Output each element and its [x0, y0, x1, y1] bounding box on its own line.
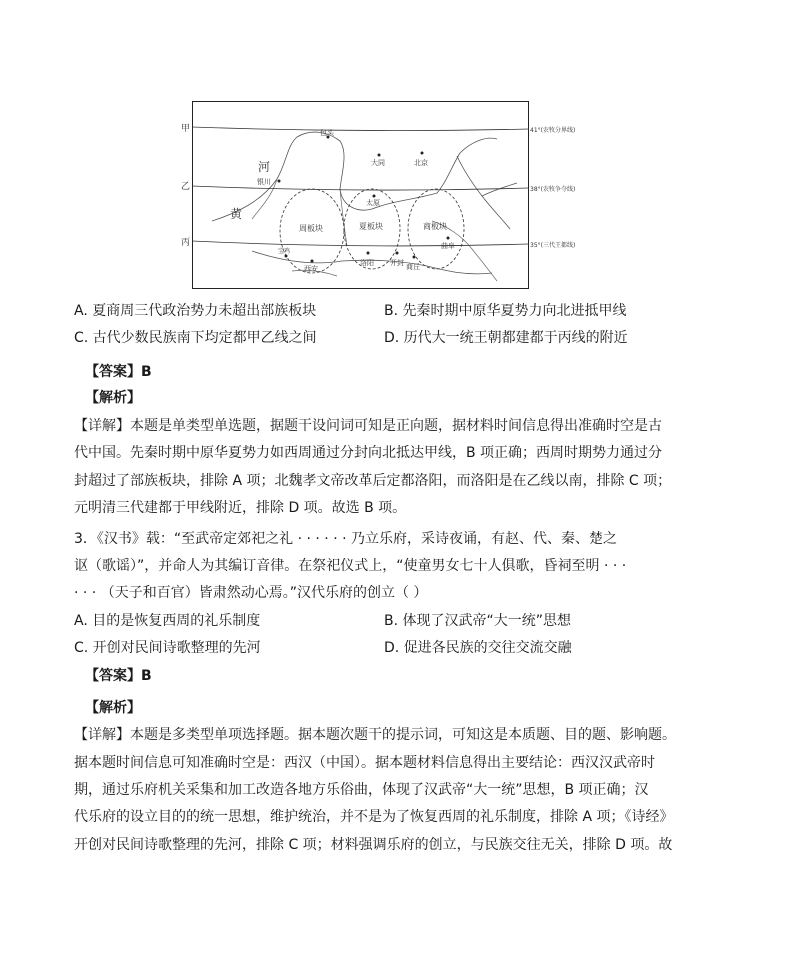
- map-city-kaifeng: 开封: [390, 259, 404, 267]
- map-city-luoyang: 洛阳: [360, 259, 374, 267]
- map-city-baotou: 包头: [320, 129, 334, 137]
- q2-detail-line: 【详解】本题是单类型单选题，据题干设问词可知是正向题，据材料时间信息得出准确时空是古: [74, 418, 662, 434]
- map-label-yi: 乙: [181, 182, 191, 192]
- q3-stem-line: 讴（歌谣）”，并命人为其编订音律。在祭祀仪式上，“使童男女七十人俱歌，昏祠至明 · · ·: [74, 558, 627, 574]
- map-city-taiyuan: 太原: [366, 199, 380, 207]
- q2-option-c: C. 古代少数民族南下均定都甲乙线之间: [74, 330, 317, 346]
- q2-answer: 【答案】B: [85, 364, 152, 380]
- q2-option-a: A. 夏商周三代政治势力未超出部族板块: [74, 303, 317, 319]
- map-city-qufu: 曲阜: [441, 242, 455, 250]
- q2-detail-line: 元明清三代建都于甲线附近，排除 D 项。故选 B 项。: [74, 500, 407, 516]
- q3-detail-line: 【详解】本题是多类型单项选择题。据本题次题干的提示词，可知这是本质题、目的题、影响题。: [74, 727, 676, 743]
- map-city-xian: 西安: [304, 265, 318, 273]
- q3-detail-line: 代乐府的设立目的的统一思想，维护统治，并不是为了恢复西周的礼乐制度，排除 A 项；《诗经》: [74, 809, 674, 825]
- map-city-beijing: 北京: [414, 159, 428, 167]
- q2-detail-line: 代中国。先秦时期中原华夏势力如西周通过分封向北抵达甲线，B 项正确；西周时期势力通过分: [74, 445, 663, 461]
- q3-stem-line: 3．《汉书》载：“至武帝定郊祀之礼 · · · · · · 乃立乐府，采诗夜诵，有赵、代、秦、楚之: [74, 531, 618, 547]
- map-line-label-35: 35°(三代王都线): [530, 242, 576, 249]
- map-line-label-41: 41°(农牧分界线): [530, 127, 576, 134]
- q3-detail-line: 据本题时间信息可知准确时空是：西汉（中国）。据本题材料信息得出主要结论：西汉汉武帝时: [74, 755, 655, 771]
- map-label-bing: 丙: [181, 238, 191, 248]
- q3-analysis-label: 【解析】: [85, 700, 141, 716]
- map-line-label-38: 38°(农牧争夺线): [530, 186, 576, 193]
- map-city-shangqiu: 商丘: [406, 263, 420, 271]
- map-city-baoji: 宝鸡: [278, 248, 291, 255]
- map-city-yinchuan: 银川: [257, 178, 271, 186]
- q3-detail-line: 期，通过乐府机关采集和加工改造各地方乐俗曲，体现了汉武帝“大一统”思想，B 项正确；汉: [74, 782, 649, 798]
- q3-answer: 【答案】B: [85, 668, 152, 684]
- q2-option-d: D. 历代大一统王朝都建都于丙线的附近: [384, 330, 628, 346]
- q3-stem-line: · · · （天子和百官）皆肃然动心焉。”汉代乐府的创立（ ）: [74, 585, 428, 601]
- map-block-xia: 夏板块: [359, 222, 383, 231]
- q3-option-a: A. 目的是恢复西周的礼乐制度: [74, 613, 261, 629]
- q2-detail-line: 封超过了部族板块，排除 A 项；北魏孝文帝改革后定都洛阳，而洛阳是在乙线以南，排除 C 项；: [74, 473, 672, 489]
- map-river-huang: 黄: [230, 207, 243, 221]
- map-block-shang: 商板块: [423, 222, 447, 231]
- map-figure: [181, 101, 576, 289]
- q2-option-b: B. 先秦时期中原华夏势力向北进抵甲线: [384, 303, 627, 319]
- q3-option-b: B. 体现了汉武帝“大一统”思想: [384, 613, 572, 629]
- q3-option-d: D. 促进各民族的交往交流交融: [384, 640, 572, 656]
- map-label-jia: 甲: [181, 124, 191, 134]
- q2-analysis-label: 【解析】: [85, 390, 141, 406]
- q3-option-c: C. 开创对民间诗歌整理的先河: [74, 640, 261, 656]
- map-block-zhou: 周板块: [299, 224, 323, 233]
- map-city-datong: 大同: [371, 159, 385, 167]
- map-river-he: 河: [258, 160, 271, 174]
- q3-detail-line: 开创对民间诗歌整理的先河，排除 C 项；材料强调乐府的创立，与民族交往无关，排除 D 项。故: [74, 837, 673, 853]
